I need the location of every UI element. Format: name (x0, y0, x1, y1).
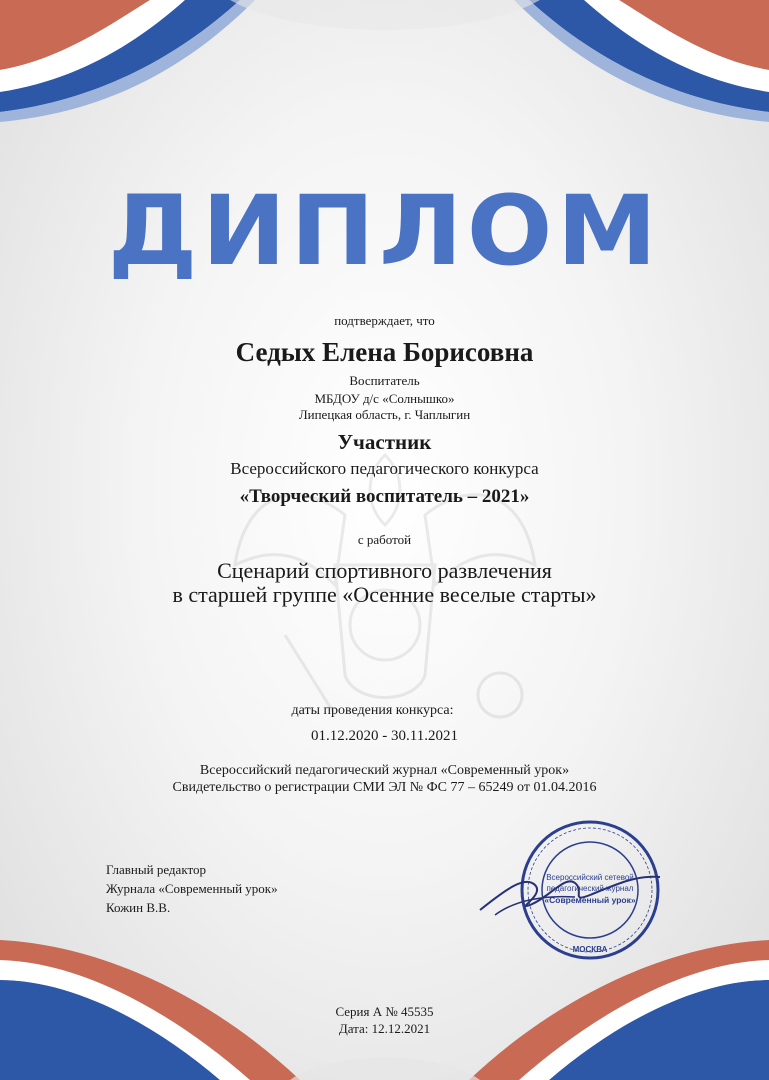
signature-name: Кожин В.В. (106, 900, 171, 915)
contest-type: Всероссийского педагогического конкурса (230, 459, 539, 478)
journal-name: Всероссийский педагогический журнал «Современный урок» (199, 763, 570, 778)
confirms-text: подтверждает, что (334, 313, 435, 328)
journal-registration: Свидетельство о регистрации СМИ ЭЛ № ФС 77 – 65249 от 01.04.2016 (172, 780, 597, 795)
recipient-name: Седых Елена Борисовна (235, 337, 534, 367)
recipient-position: Воспитатель (349, 373, 420, 388)
recipient-organization: МБДОУ д/с «Солнышко» (314, 391, 455, 406)
diploma-date: Дата: 12.12.2021 (338, 1021, 431, 1036)
work-label: с работой (357, 532, 412, 547)
seal-text-line-1: Всероссийский сетевой (546, 873, 634, 882)
diploma-title: ДИПЛОМ (107, 175, 662, 287)
work-title-line-2: в старшей группе «Осенние веселые старты» (172, 582, 597, 607)
contest-name: «Творческий воспитатель – 2021» (239, 486, 530, 507)
contest-dates-label: даты проведения конкурса: (291, 703, 454, 718)
signature-journal: Журнала «Современный урок» (106, 881, 278, 896)
diploma-series-number: Серия А № 45535 (335, 1004, 434, 1019)
seal-text-line-3: «Современный урок» (544, 895, 636, 905)
seal-city: МОСКВА (572, 945, 608, 954)
signature-title: Главный редактор (106, 862, 206, 877)
seal-text-line-2: педагогический журнал (546, 884, 634, 893)
top-ribbon-decoration (0, 0, 769, 140)
recipient-region: Липецкая область, г. Чаплыгин (298, 407, 471, 422)
contest-dates: 01.12.2020 - 30.11.2021 (311, 728, 458, 744)
work-title-line-1: Сценарий спортивного развлечения (217, 558, 552, 583)
participant-status: Участник (337, 430, 432, 454)
